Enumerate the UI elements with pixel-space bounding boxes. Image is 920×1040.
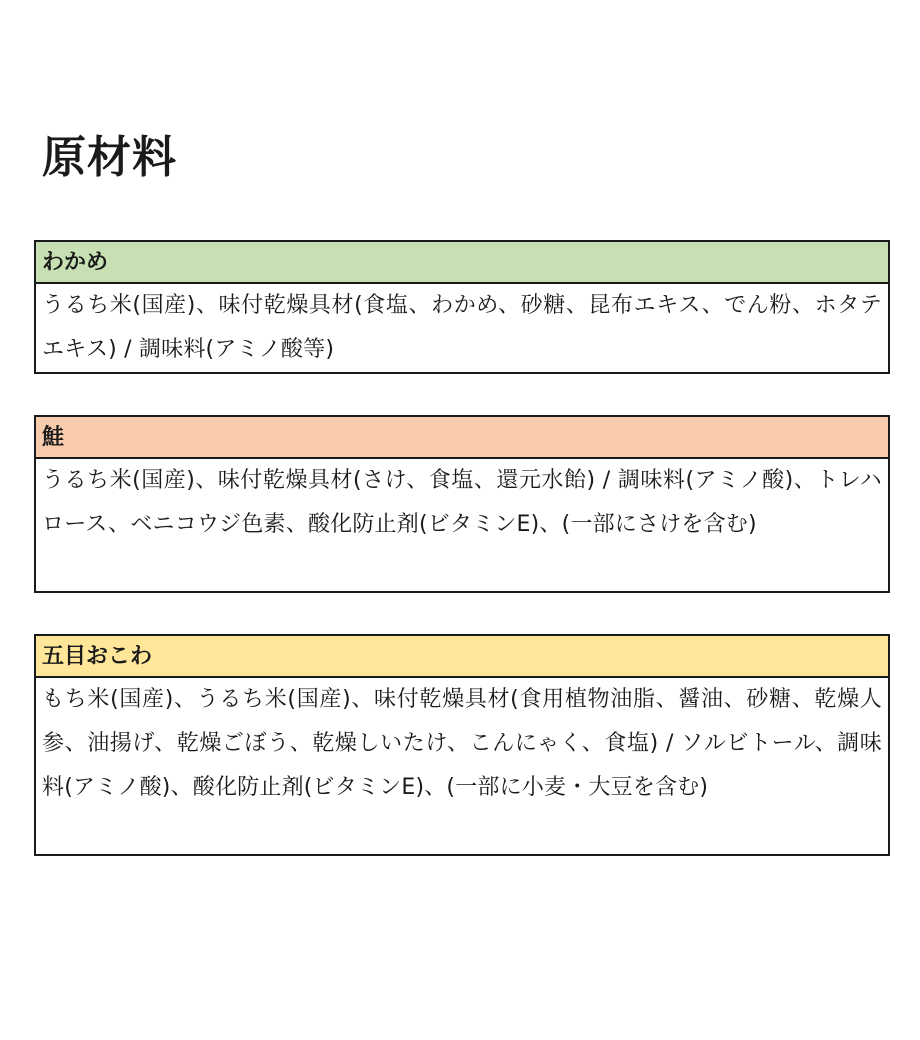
page-title: 原材料 — [42, 132, 177, 183]
ingredient-section-sake — [34, 415, 890, 593]
section-header-sake: 鮭 — [36, 417, 888, 459]
ingredient-section-gomoku-okowa — [34, 634, 890, 856]
section-ingredients-sake: うるち米(国産)、味付乾燥具材(さけ、食塩、還元水飴) / 調味料(アミノ酸)、トレハロース、ベニコウジ色素、酸化防止剤(ビタミンE)、(一部にさけを含む) — [42, 468, 882, 537]
ingredient-section-wakame — [34, 240, 890, 374]
section-ingredients-wakame: うるち米(国産)、味付乾燥具材(食塩、わかめ、砂糖、昆布エキス、でん粉、ホタテエキス) / 調味料(アミノ酸等) — [42, 293, 882, 362]
section-header-wakame: わかめ — [36, 242, 888, 284]
section-ingredients-gomoku-okowa: もち米(国産)、うるち米(国産)、味付乾燥具材(食用植物油脂、醤油、砂糖、乾燥人参、油揚げ、乾燥ごぼう、乾燥しいたけ、こんにゃく、食塩) / ソルビトール、調味料(アミノ酸)、酸化防止剤(ビタミンE)、(一部に小麦・大豆を含む) — [42, 687, 882, 800]
section-header-gomoku-okowa: 五目おこわ — [36, 636, 888, 678]
